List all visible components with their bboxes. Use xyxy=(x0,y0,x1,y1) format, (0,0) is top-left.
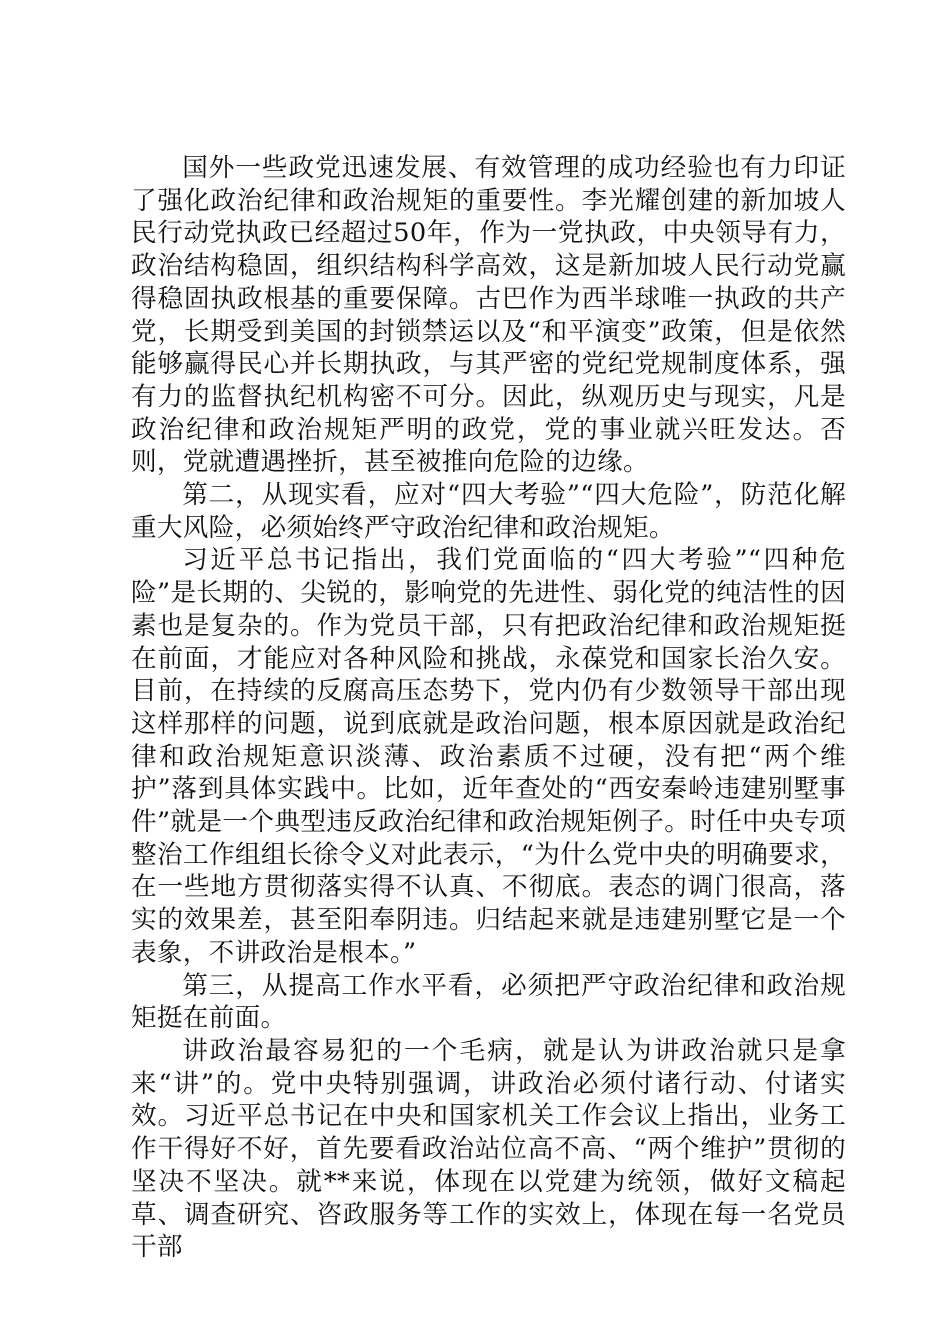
paragraph-international-experience: 国外一些政党迅速发展、有效管理的成功经验也有力印证了强化政治纪律和政治规矩的重要性。李光耀创建的新加坡人民行动党执政已经超过50年，作为一党执政，中央领导有力，政治结构稳固，组织结构科学高效，这是新加坡人民行动党赢得稳固执政根基的重要保障。古巴作为西半球唯一执政的共产党，长期受到美国的封锁禁运以及“和平演变”政策，但是依然能够赢得民心并长期执政，与其严密的党纪党规制度体系，强有力的监督执纪机构密不可分。因此，纵观历史与现实，凡是政治纪律和政治规矩严明的政党，党的事业就兴旺发达。否则，党就遭遇挫折，甚至被推向危险的边缘。 xyxy=(131,153,846,478)
document-body xyxy=(131,152,846,1264)
paragraph-second-point-heading: 第二，从现实看，应对“四大考验”“四大危险”，防范化解重大风险，必须始终严守政治纪律和政治规矩。 xyxy=(131,480,846,543)
paragraph-talk-politics: 讲政治最容易犯的一个毛病，就是认为讲政治就只是拿来“讲”的。党中央特别强调，讲政治必须付诸行动、付诸实效。习近平总书记在中央和国家机关工作会议上指出，业务工作干得好不好，首先要看政治站位高不高、“两个维护”贯彻的坚决不坚决。就**来说，体现在以党建为统领，做好文稿起草、调查研究、咨政服务等工作的实效上，体现在每一名党员干部 xyxy=(131,1035,846,1263)
paragraph-four-tests-four-dangers: 习近平总书记指出，我们党面临的“四大考验”“四种危险”是长期的、尖锐的，影响党的先进性、弱化党的纯洁性的因素也是复杂的。作为党员干部，只有把政治纪律和政治规矩挺在前面，才能应对各种风险和挑战，永葆党和国家长治久安。目前，在持续的反腐高压态势下，党内仍有少数领导干部出现这样那样的问题，说到底就是政治问题，根本原因就是政治纪律和政治规矩意识淡薄、政治素质不过硬，没有把“两个维护”落到具体实践中。比如，近年查处的“西安秦岭违建别墅事件”就是一个典型违反政治纪律和政治规矩例子。时任中央专项整治工作组组长徐令义对此表示，“为什么党中央的明确要求，在一些地方贯彻落实得不认真、不彻底。表态的调门很高，落实的效果差，甚至阳奉阴违。归结起来就是违建别墅它是一个表象，不讲政治是根本。” xyxy=(131,545,846,968)
paragraph-third-point-heading: 第三，从提高工作水平看，必须把严守政治纪律和政治规矩挺在前面。 xyxy=(131,970,846,1034)
